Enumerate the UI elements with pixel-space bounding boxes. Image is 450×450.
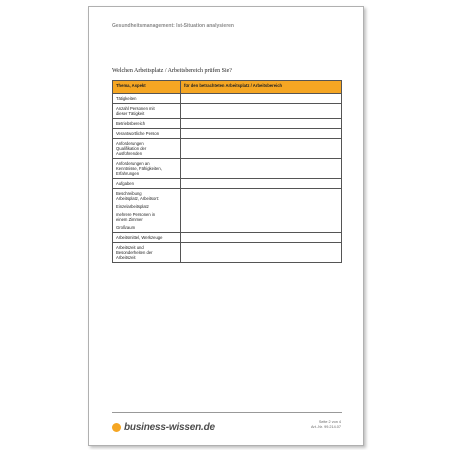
row-label [113,104,181,119]
document-page [88,6,364,446]
row-label [113,233,181,243]
row-label-line: Anzahl Personen mit [116,106,155,111]
row-label [113,159,181,179]
row-label [113,179,181,189]
table-row [113,129,342,139]
logo-text: business-wissen.de [124,422,215,433]
row-label-line: Arbeitszeit [116,255,136,260]
row-label-line: Ausführenden [116,151,143,156]
row-label [113,94,181,104]
row-label-line: Großraum [116,225,136,230]
row-value[interactable] [181,243,342,263]
row-label-line: Anforderungen [116,141,144,146]
row-label-line: Betriebsbereich [116,121,146,126]
header-topic: Thema, Aspekt [113,81,181,94]
row-label-line: Aufgaben [116,181,134,186]
page-number: Seite 2 von 4 [318,420,341,424]
row-label-line: Kenntnisse, Fähigkeiten, [116,166,162,171]
article-number: Art.-Nr. 99.214.07 [311,425,341,429]
row-value[interactable] [181,139,342,159]
table-row [113,159,342,179]
row-label [113,139,181,159]
header-workplace: für den betrachteten Arbeitsplatz / Arbeitsbereich [181,81,342,94]
row-label-line: mehrere Personen in [116,212,156,217]
question-text: Welchen Arbeitsplatz / Arbeitsbereich prüfen Sie? [112,68,232,74]
row-label-line: Erfahrungen [116,171,140,176]
row-value[interactable] [181,179,342,189]
row-label [113,243,181,263]
table-header-row [113,81,342,94]
row-value[interactable] [181,104,342,119]
analysis-table [112,80,342,263]
row-label-line: Einzelarbeitsplatz [116,204,149,209]
table-row [113,94,342,104]
table-row [113,119,342,129]
row-label-line: dieser Tätigkeit [116,111,145,116]
table-row [113,189,342,233]
table-row [113,179,342,189]
row-value[interactable] [181,129,342,139]
footer-divider [112,412,342,413]
row-label-line: Besonderheiten der [116,250,153,255]
row-label-line: Qualifikation der [116,146,147,151]
page-info [311,420,341,430]
table-row [113,233,342,243]
row-value[interactable] [181,233,342,243]
row-label-line: einem Zimmer [116,217,143,222]
table-row [113,139,342,159]
row-value[interactable] [181,119,342,129]
row-label-line: Arbeitszeit und [116,245,144,250]
row-value[interactable] [181,159,342,179]
row-value[interactable] [181,189,342,233]
row-label [113,189,181,233]
table-row [113,104,342,119]
row-label [113,129,181,139]
row-label-line: Beschreibung [116,191,142,196]
row-value[interactable] [181,94,342,104]
row-label-line: Arbeitsplatz, Arbeitsort: [116,196,160,201]
row-label [113,119,181,129]
row-label-line: Arbeitsmittel, Werkzeuge [116,235,163,240]
table-row [113,243,342,263]
document-header: Gesundheitsmanagement: Ist-Situation analysieren [112,23,234,29]
logo-dot-icon [112,423,121,432]
row-label-line: Verantwortliche Person [116,131,160,136]
row-label-line: Anforderungen an [116,161,150,166]
row-label-line: Tätigkeiten [116,96,137,101]
brand-logo[interactable] [112,422,215,433]
